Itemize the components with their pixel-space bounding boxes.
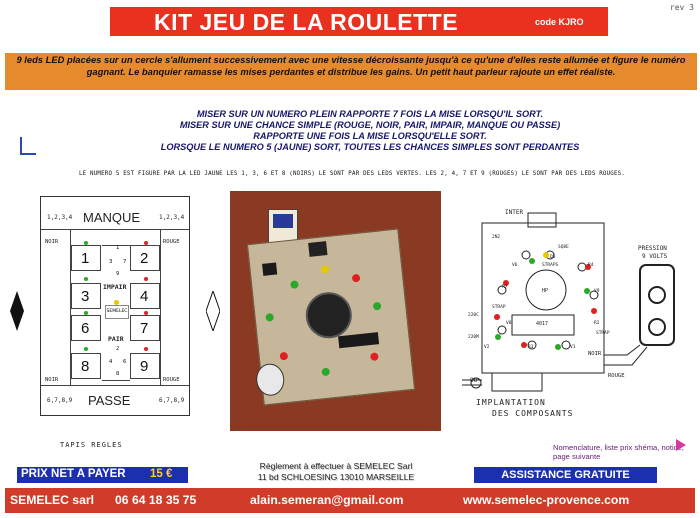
board-rouge-top: ROUGE: [163, 239, 180, 245]
cell-4: 4: [130, 283, 160, 309]
board-passe: PASSE: [88, 393, 131, 408]
semelec-tag: [268, 209, 298, 243]
ic-chip: [338, 332, 379, 348]
product-photo: [230, 191, 441, 431]
payment-info: [226, 461, 446, 483]
schem-pression: PRESSION: [638, 245, 667, 252]
cell-1: 1: [71, 245, 101, 271]
page-title: KIT JEU DE LA ROULETTE: [154, 9, 459, 35]
rule-line: LORSQUE LE NUMERO 5 (JAUNE) SORT, TOUTES LES CHANCES SIMPLES SONT PERDANTES: [160, 142, 580, 152]
rules-text: [110, 109, 630, 153]
cell-2: 2: [130, 245, 160, 271]
ic-chip-small: [262, 262, 277, 275]
schem-volts: 9 VOLTS: [642, 253, 668, 260]
email-link[interactable]: alain.semeran@gmail.com: [250, 493, 404, 507]
schem-rouge: ROUGE: [608, 373, 625, 379]
phone-number: 06 64 18 35 75: [115, 493, 197, 507]
price-label: PRIX NET A PAYER: [21, 468, 126, 480]
board-top-left: 1,2,3,4: [47, 214, 73, 221]
product-code: code KJRO: [535, 17, 584, 27]
board-manque: MANQUE: [83, 210, 141, 225]
contact-footer: [5, 488, 695, 513]
price-value: 15 €: [150, 468, 173, 480]
schem-inter: INTER: [505, 209, 524, 216]
revision-label: rev 3: [669, 3, 694, 12]
intro-description: 9 leds LED placées sur un cercle s'allument successivement avec une vitesse décroissante jusqu'à ce qu'une d'elles reste allumée et figure le numéro gagnant. Le banquier ramasse les mises perdantes et distribue les gains. Un petit haut parleur rajoute un effet réaliste.: [5, 53, 697, 90]
rule-line: MISER SUR UN NUMERO PLEIN RAPPORTE 7 FOIS LA MISE LORSQU'IL SORT.: [196, 109, 544, 119]
title-banner: [110, 7, 608, 36]
speaker-icon: [304, 290, 355, 341]
board-bottom-left: 6,7,8,9: [47, 397, 73, 404]
capacitor: [255, 362, 286, 397]
roulette-board: 1,2,3,4 MANQUE 1,2,3,4 NOIR ROUGE NOIR ROUGE 1 2 3 4 6 7 8 9 1 3 7 9 IMPAIR SEMELEC PAIR 2 4 6 8 6,7,8,9 PASSE 6,7,8,9: [30, 196, 198, 414]
payment-line-2: 11 bd SCHLOESING 13010 MARSEILLE: [257, 472, 415, 482]
board-noir-bottom: NOIR: [45, 377, 59, 383]
component-layout-diagram: INTER PRESSION 9 VOLTS NOIR ROUGE OU IMPLANTATION DES COMPOSANTS D5 STRAPS R4 V6 R7 HP V9 STRAP 220C V8 4017 R2 R3 V1 STRAP 220M V2 SQ8E 2N2: [462, 205, 692, 425]
board-rouge-bottom: ROUGE: [163, 377, 180, 383]
corner-mark: [20, 137, 36, 155]
switch: [308, 241, 327, 257]
next-page-arrow-icon[interactable]: [676, 439, 686, 451]
website-link[interactable]: www.semelec-provence.com: [463, 493, 630, 507]
board-pair: PAIR: [108, 335, 124, 343]
cell-3: 3: [71, 283, 101, 309]
board-top-right: 1,2,3,4: [159, 214, 185, 221]
price-banner: [17, 467, 188, 483]
semelec-logo: SEMELEC: [105, 305, 129, 319]
left-arrow-icon: [10, 291, 24, 331]
payment-line-1: Règlement à effectuer à SEMELEC Sarl: [259, 461, 413, 471]
schem-ou: OU: [470, 377, 478, 384]
company-name: SEMELEC sarl: [10, 493, 94, 507]
right-arrow-icon: [206, 291, 220, 331]
led-note: LE NUMERO 5 EST FIGURE PAR LA LED JAUNE LES 1, 3, 6 ET 8 (NOIRS) LE SONT PAR DES LEDS VERTES. LES 2, 4, 7 ET 9 (ROUGES) LE SONT PAR DES LEDS ROUGES.: [78, 171, 626, 177]
board-bottom-right: 6,7,8,9: [159, 397, 185, 404]
board-impair: IMPAIR: [103, 283, 127, 291]
cell-6: 6: [71, 315, 101, 341]
cell-9: 9: [130, 353, 160, 379]
nomenclature-link[interactable]: Nomenclature, liste prix shéma, notice, page suivante: [553, 443, 684, 461]
board-caption: TAPIS REGLES: [60, 441, 123, 449]
rule-line: MISER SUR UNE CHANCE SIMPLE (ROUGE, NOIR, PAIR, IMPAIR, MANQUE OU PASSE): [179, 120, 561, 130]
rule-line: RAPPORTE UNE FOIS LA MISE LORSQU'ELLE SORT.: [253, 131, 487, 141]
cell-7: 7: [130, 315, 160, 341]
schem-noir: NOIR: [588, 351, 602, 357]
schem-caption-2: DES COMPOSANTS: [492, 409, 574, 418]
schem-caption-1: IMPLANTATION: [476, 398, 546, 407]
assistance-banner: ASSISTANCE GRATUITE: [474, 467, 657, 483]
board-noir-top: NOIR: [45, 239, 59, 245]
cell-8: 8: [71, 353, 101, 379]
